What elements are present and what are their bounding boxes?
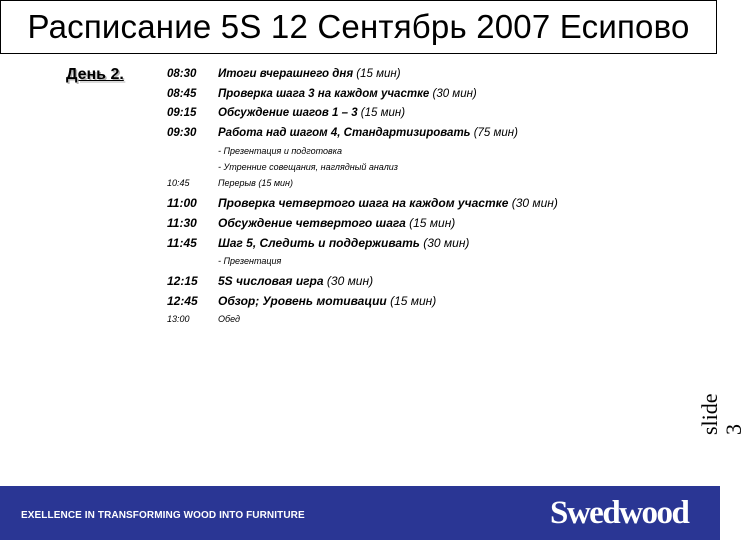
schedule-topic: Обсуждение шагов 1 – 3 (218, 107, 358, 119)
schedule-topic: 5S числовая игра (218, 274, 324, 288)
schedule-row (167, 68, 707, 88)
schedule-item (218, 68, 401, 80)
footer-bar (0, 486, 720, 540)
schedule-time: 11:30 (167, 216, 197, 230)
schedule-list (167, 68, 707, 330)
slide-number: slide 3 (697, 393, 746, 435)
schedule-time: 13:00 (167, 314, 190, 324)
schedule-item (218, 196, 558, 210)
schedule-topic: Проверка шага 3 на каждом участке (218, 87, 430, 100)
schedule-topic: Работа над шагом 4, Стандартизировать (218, 126, 471, 139)
schedule-duration: (75 мин) (470, 126, 518, 139)
schedule-item (218, 127, 518, 139)
schedule-time: 11:45 (167, 236, 197, 250)
schedule-row (167, 196, 707, 216)
schedule-row (167, 88, 707, 108)
schedule-note-row (167, 256, 707, 272)
schedule-item (218, 88, 477, 100)
schedule-duration: (15 мин) (357, 107, 406, 119)
schedule-item (218, 294, 436, 308)
schedule-duration: (30 мин) (508, 196, 558, 210)
schedule-time: 12:15 (167, 274, 198, 288)
schedule-note-row (167, 162, 707, 178)
schedule-time: 10:45 (167, 178, 190, 188)
swedwood-logo: Swedwood (550, 495, 689, 531)
schedule-item (218, 107, 405, 119)
title-box (0, 0, 717, 54)
schedule-row (167, 216, 707, 236)
schedule-row (167, 274, 707, 294)
schedule-row (167, 107, 707, 127)
schedule-duration: (30 мин) (429, 87, 477, 100)
schedule-note: - Презентация и подготовка (218, 146, 342, 156)
schedule-note: - Презентация (218, 256, 282, 266)
schedule-duration: (15 мин) (386, 294, 437, 308)
schedule-topic: Итоги вчерашнего дня (218, 68, 354, 80)
footer-tagline: EXELLENCE IN TRANSFORMING WOOD INTO FURNITURE (21, 510, 305, 521)
schedule-time: 09:15 (167, 107, 197, 119)
day-label: День 2. (66, 66, 124, 83)
schedule-topic: Обзор; Уровень мотивации (218, 294, 387, 308)
schedule-break-row (167, 314, 707, 330)
schedule-item (218, 216, 455, 230)
schedule-item (218, 274, 373, 288)
schedule-break-row (167, 178, 707, 194)
schedule-row (167, 127, 707, 147)
schedule-time: 12:45 (167, 294, 198, 308)
schedule-duration: (15 мин) (405, 216, 456, 230)
schedule-row (167, 294, 707, 314)
schedule-time: 08:45 (167, 87, 197, 100)
schedule-topic: Шаг 5, Следить и поддерживать (218, 236, 420, 250)
schedule-time: 08:30 (167, 68, 197, 80)
schedule-duration: (15 мин) (353, 68, 401, 80)
schedule-note-row (167, 146, 707, 162)
schedule-note: - Утренние совещания, наглядный анализ (218, 162, 398, 172)
schedule-topic: Обсуждение четвертого шага (218, 216, 406, 230)
schedule-duration: (30 мин) (323, 274, 374, 288)
schedule-time: 09:30 (167, 126, 197, 139)
schedule-topic: Проверка четвертого шага на каждом участке (218, 196, 509, 210)
schedule-break: Обед (218, 314, 240, 324)
schedule-row (167, 236, 707, 256)
schedule-time: 11:00 (167, 196, 197, 210)
schedule-item (218, 236, 469, 250)
schedule-duration: (30 мин) (419, 236, 470, 250)
schedule-break: Перерыв (15 мин) (218, 178, 293, 188)
slide-title: Расписание 5S 12 Сентябрь 2007 Есипово (27, 8, 690, 45)
